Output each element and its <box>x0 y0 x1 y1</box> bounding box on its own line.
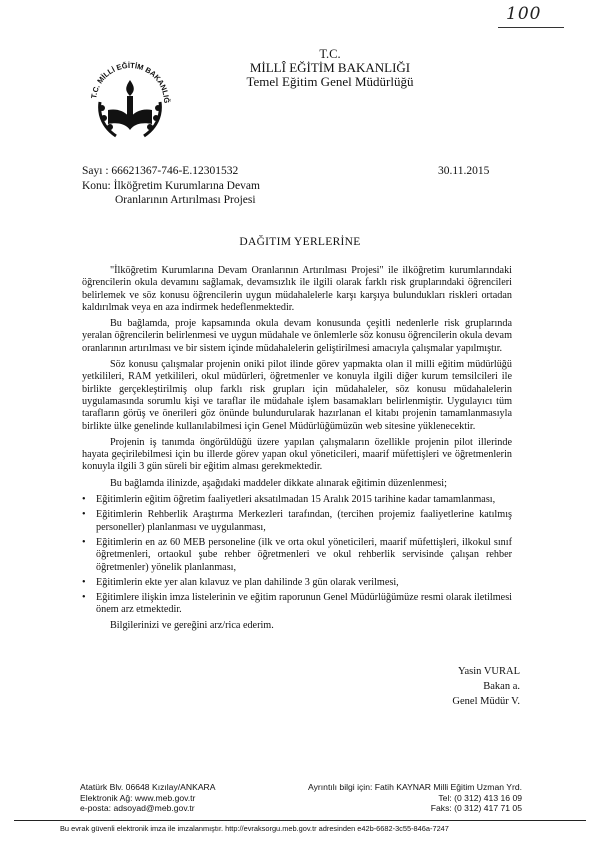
footer-address: Atatürk Blv. 06648 Kızılay/ANKARA <box>80 782 216 792</box>
paragraph-1: "İlköğretim Kurumlarına Devam Oranlarının Artırılması Projesi" ile ilköğretim kurumlarındaki öğrencilerin okula devamını sağlamak, devamsızlık ile ilgili olarak farklı risk gruplarındaki öğrencileri belirlemek ve söz konusu öğrencilerin uygun müdahalelerle karşı karşıya bulundukları riskleri ortadan kaldırılmak veya en aza indirmek hedeflenmektedir. <box>82 265 512 313</box>
letter-body <box>82 265 512 636</box>
handwritten-underline <box>498 27 564 28</box>
bullet-icon: • <box>82 509 86 521</box>
signatory-role-2: Genel Müdür V. <box>452 696 520 707</box>
list-item: • Eğitimlerin Rehberlik Araştırma Merkezleri tarafından, (tercihen projemiz faaliyetlerine katılmış personeller) planlanması ve uygulanması, <box>82 509 512 533</box>
footer-website: Elektronik Ağ: www.meb.gov.tr <box>80 792 196 803</box>
ministry-emblem-icon <box>82 50 178 146</box>
document-date: 30.11.2015 <box>438 165 490 177</box>
subject-line-2: Oranlarının Artırılması Projesi <box>115 194 256 206</box>
signature-block <box>430 664 520 709</box>
reference-number: Sayı : 66621367-746-E.12301532 <box>82 165 239 177</box>
closing-sentence: Bilgilerinizi ve gereğini arz/rica ederim. <box>110 619 274 631</box>
footer-divider <box>14 820 586 821</box>
footer-address-block <box>80 782 216 814</box>
bullet-icon: • <box>82 592 86 604</box>
paragraph-3: Söz konusu çalışmalar projenin oniki pilot ilinde görev yapmakta olan il milli eğitim müdürlüğü yetkilileri, RAM yetkilileri, okul müdürleri, öğretmenler ve konuyla ilgili diğer kurum temsilcileri ile birlikte gerçekleştirilmiş olup farklı risk grupları için müdahaleler, söz konusu müdahalelerin uygulamasında sorumlu kişi ve taraflar ile müdahale işlem basamakları belirlenmiştir. Uygulayıcı tüm tarafların görüş ve önerileri göz önünde bulundurularak hazırlanan el kitabı projenin tamamlanmasıyla birlikte ülke genelinde kullanılabilmesi için Genel Müdürlüğümüzün web sitesine yüklenecektir. <box>82 359 512 432</box>
footer-email: e-posta: adsoyad@meb.gov.tr <box>80 803 195 813</box>
paragraph-4: Projenin iş tanımda öngörüldüğü üzere yapılan çalışmaların özellikle projenin pilot illerinde hayata geçirilebilmesi için bu illerde görev yapan okul yöneticileri, maarif müfettişleri ve öğretmenlerin konuyla ilgili 3 gün süreli bir eğitim alması gerekmektedir. <box>82 436 512 473</box>
bullet-icon: • <box>82 536 86 548</box>
ministry-name: MİLLÎ EĞİTİM BAKANLIĞI <box>249 60 411 75</box>
list-item: • Eğitimlere ilişkin imza listelerinin ve eğitim raporunun Genel Müdürlüğümüze resmi olarak iletilmesi önem arz etmektedir. <box>82 592 512 616</box>
footer-contact-person: Ayrıntılı bilgi için: Fatih KAYNAR Milli Eğitim Uzman Yrd. <box>308 782 522 792</box>
svg-text:T.C. MİLLİ EĞİTİM BAKANLIĞI: T.C. MİLLİ EĞİTİM BAKANLIĞ <box>89 60 172 104</box>
country-label: T.C. <box>319 47 341 61</box>
subject-line-1: Konu: İlköğretim Kurumlarına Devam <box>82 180 260 192</box>
handwritten-page-number: 100 <box>506 4 542 24</box>
bullet-icon: • <box>82 576 86 588</box>
footer-contact-block <box>300 782 522 814</box>
list-item: • Eğitimlerin eğitim öğretim faaliyetleri aksatılmadan 15 Aralık 2015 tarihine kadar tamamlanması, <box>82 494 496 506</box>
footer-phone: Tel: (0 312) 413 16 09 <box>438 792 522 803</box>
letterhead <box>180 47 480 89</box>
paragraph-2: Bu bağlamda, proje kapsamında okula devam konusunda çeşitli nedenlerle risk gruplarında yeralan öğrencilerin belirlenmesi ve uygun müdahale ve önlemlerle söz konusu öğrencilerin okula devam oranlarının artırılması ve bir sistem içinde müdahalelerin geliştirilmesi amacıyla çalışmalar yapılmıştır. <box>82 318 512 354</box>
requirements-list <box>82 494 512 617</box>
footer-fax: Faks: (0 312) 417 71 05 <box>430 803 522 813</box>
list-item: • Eğitimlerin en az 60 MEB personeline (ilk ve orta okul yöneticileri, maarif müfettişleri, ilkokul sınıf öğretmenleri, ortaokul şube rehber öğretmenleri ve okul rehberlik servisinde çalışan rehber öğretmenler) yönelik planlanması, <box>82 536 512 573</box>
e-signature-notice: Bu evrak güvenli elektronik imza ile imzalanmıştır. http://evraksorgu.meb.gov.tr adresinden e42b-6682-3c55-846a-7247 <box>60 824 449 833</box>
distribution-title: DAĞITIM YERLERİNE <box>239 236 361 248</box>
directorate-name: Temel Eğitim Genel Müdürlüğü <box>246 74 414 89</box>
paragraph-5: Bu bağlamda ilinizde, aşağıdaki maddeler dikkate alınarak eğitimin düzenlenmesi; <box>110 477 447 489</box>
signatory-name: Yasin VURAL <box>457 666 520 677</box>
signatory-role-1: Bakan a. <box>483 681 520 692</box>
bullet-icon: • <box>82 494 86 506</box>
list-item: • Eğitimlerin ekte yer alan kılavuz ve plan dahilinde 3 gün olarak verilmesi, <box>82 576 399 588</box>
